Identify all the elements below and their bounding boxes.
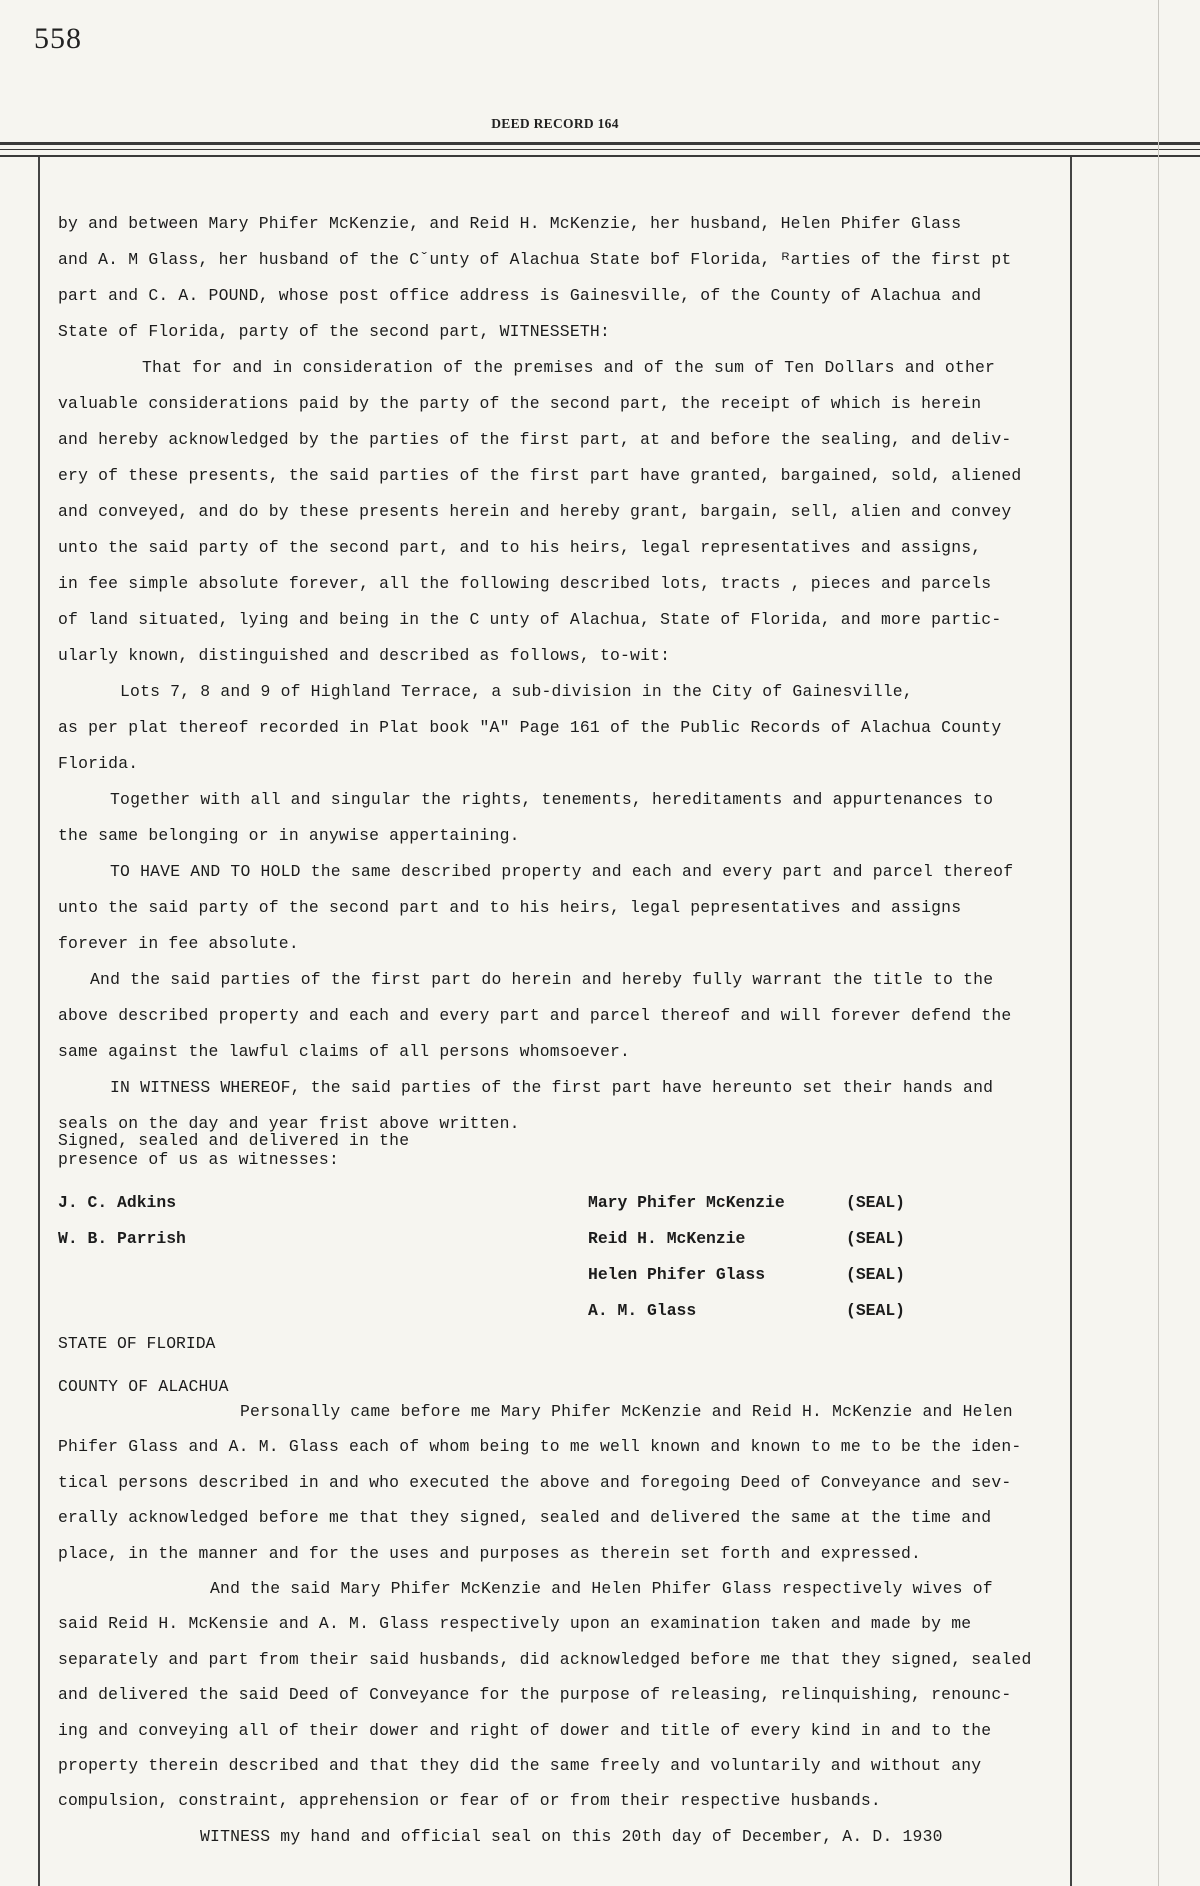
signed-sealed-statement bbox=[58, 1131, 409, 1169]
deed-line: Together with all and singular the rights, tenements, hereditaments and appurtenances to bbox=[110, 790, 994, 809]
deed-line: ularly known, distinguished and described as follows, to-wit: bbox=[58, 646, 671, 665]
deed-line: by and between Mary Phifer McKenzie, and Reid H. McKenzie, her husband, Helen Phifer Glass bbox=[58, 214, 962, 233]
ack-line: and delivered the said Deed of Conveyance for the purpose of releasing, relinquishing, renounc- bbox=[58, 1685, 1012, 1705]
deed-line: unto the said party of the second part, and to his heirs, legal representatives and assigns, bbox=[58, 538, 982, 557]
witness-list bbox=[58, 1185, 186, 1257]
signatory-name: Mary Phifer McKenzie bbox=[588, 1193, 785, 1212]
venue-state: STATE OF FLORIDA bbox=[58, 1334, 216, 1353]
deed-line: same against the lawful claims of all persons whomsoever. bbox=[58, 1042, 631, 1061]
signatory-row bbox=[588, 1257, 926, 1293]
venue-block bbox=[58, 1326, 215, 1362]
seal-label: (SEAL) bbox=[846, 1265, 906, 1284]
ack-line: Personally came before me Mary Phifer McKenzie and Reid H. McKenzie and Helen bbox=[240, 1402, 1013, 1421]
witness-name: W. B. Parrish bbox=[58, 1229, 186, 1248]
ack-line: separately and part from their said husbands, did acknowledged before me that they signed, sealed bbox=[58, 1649, 1032, 1669]
signatory-name: Reid H. McKenzie bbox=[588, 1229, 746, 1248]
deed-line: and conveyed, and do by these presents herein and hereby grant, bargain, sell, alien and convey bbox=[58, 502, 1012, 521]
deed-line: part and C. A. POUND, whose post office address is Gainesville, of the County of Alachua and bbox=[58, 286, 982, 305]
deed-line: ery of these presents, the said parties of the first part have granted, bargained, sold, aliened bbox=[58, 466, 1022, 485]
deed-line: unto the said party of the second part and to his heirs, legal pepresentatives and assigns bbox=[58, 898, 962, 917]
deed-line: That for and in consideration of the premises and of the sum of Ten Dollars and other bbox=[142, 358, 996, 377]
venue-county: COUNTY OF ALACHUA bbox=[58, 1377, 229, 1396]
ack-line: Phifer Glass and A. M. Glass each of whom being to me well known and known to me to be the iden- bbox=[58, 1437, 1022, 1457]
deed-line: State of Florida, party of the second part, WITNESSETH: bbox=[58, 322, 610, 341]
deed-line: as per plat thereof recorded in Plat book "A" Page 161 of the Public Records of Alachua County bbox=[58, 718, 1002, 737]
seal-label: (SEAL) bbox=[846, 1229, 906, 1248]
deed-line: And the said parties of the first part do herein and hereby fully warrant the title to the bbox=[90, 970, 994, 989]
page-header-title: DEED RECORD 164 bbox=[491, 116, 619, 131]
ack-line: WITNESS my hand and official seal on this 20th day of December, A. D. 1930 bbox=[200, 1826, 943, 1846]
signed-line: Signed, sealed and delivered in the bbox=[58, 1131, 410, 1150]
witness-name: J. C. Adkins bbox=[58, 1193, 177, 1212]
ack-line: tical persons described in and who executed the above and foregoing Deed of Conveyance and sev- bbox=[58, 1472, 1012, 1492]
deed-line: in fee simple absolute forever, all the following described lots, tracts , pieces and parcels bbox=[58, 574, 992, 593]
deed-line: IN WITNESS WHEREOF, the said parties of the first part have hereunto set their hands and bbox=[110, 1078, 994, 1097]
deed-line: valuable considerations paid by the party of the second part, the receipt of which is herein bbox=[58, 394, 982, 413]
ack-line: property therein described and that they did the same freely and voluntarily and without any bbox=[58, 1756, 982, 1776]
ack-line: place, in the manner and for the uses and purposes as therein set forth and expressed. bbox=[58, 1543, 922, 1563]
signatory-name: A. M. Glass bbox=[588, 1301, 697, 1320]
left-margin-line bbox=[38, 157, 40, 1886]
deed-line: above described property and each and every part and parcel thereof and will forever defend the bbox=[58, 1006, 1012, 1025]
seal-label: (SEAL) bbox=[846, 1193, 906, 1212]
ack-line: said Reid H. McKensie and A. M. Glass respectively upon an examination taken and made by me bbox=[58, 1614, 972, 1634]
acknowledgment-body bbox=[58, 1378, 1078, 1854]
ack-line: ing and conveying all of their dower and right of dower and title of every kind in and to the bbox=[58, 1720, 992, 1740]
signed-line: presence of us as witnesses: bbox=[58, 1150, 340, 1169]
signatory-list bbox=[588, 1185, 926, 1329]
deed-line: and hereby acknowledged by the parties of the first part, at and before the sealing, and deliv- bbox=[58, 430, 1012, 449]
deed-line: Lots 7, 8 and 9 of Highland Terrace, a sub-division in the City of Gainesville, bbox=[120, 682, 913, 701]
ack-line: And the said Mary Phifer McKenzie and Helen Phifer Glass respectively wives of bbox=[210, 1579, 993, 1599]
deed-line: the same belonging or in anywise appertaining. bbox=[58, 826, 520, 845]
page-number: 558 bbox=[34, 22, 82, 55]
deed-line: TO HAVE AND TO HOLD the same described property and each and every part and parcel thereof bbox=[110, 862, 1014, 881]
ack-line: erally acknowledged before me that they signed, sealed and delivered the same at the time and bbox=[58, 1508, 992, 1528]
deed-body bbox=[58, 206, 1068, 1142]
deed-line: seals on the day and year frist above written. bbox=[58, 1114, 520, 1133]
header-rule bbox=[0, 155, 1200, 157]
signatory-row bbox=[588, 1221, 926, 1257]
page-edge bbox=[1158, 0, 1159, 1886]
deed-line: and A. M Glass, her husband of the Cˇunty of Alachua State bof Florida, ᴿarties of the first pt bbox=[58, 250, 1012, 269]
signatory-row bbox=[588, 1293, 926, 1329]
ack-line: compulsion, constraint, apprehension or fear of or from their respective husbands. bbox=[58, 1791, 881, 1811]
header-rule bbox=[0, 142, 1200, 145]
seal-label: (SEAL) bbox=[846, 1301, 906, 1320]
header-rule bbox=[0, 149, 1200, 150]
deed-line: of land situated, lying and being in the C unty of Alachua, State of Florida, and more partic- bbox=[58, 610, 1002, 629]
signatory-name: Helen Phifer Glass bbox=[588, 1265, 766, 1284]
deed-line: Florida. bbox=[58, 754, 139, 773]
deed-line: forever in fee absolute. bbox=[58, 934, 299, 953]
signatory-row bbox=[588, 1185, 926, 1221]
